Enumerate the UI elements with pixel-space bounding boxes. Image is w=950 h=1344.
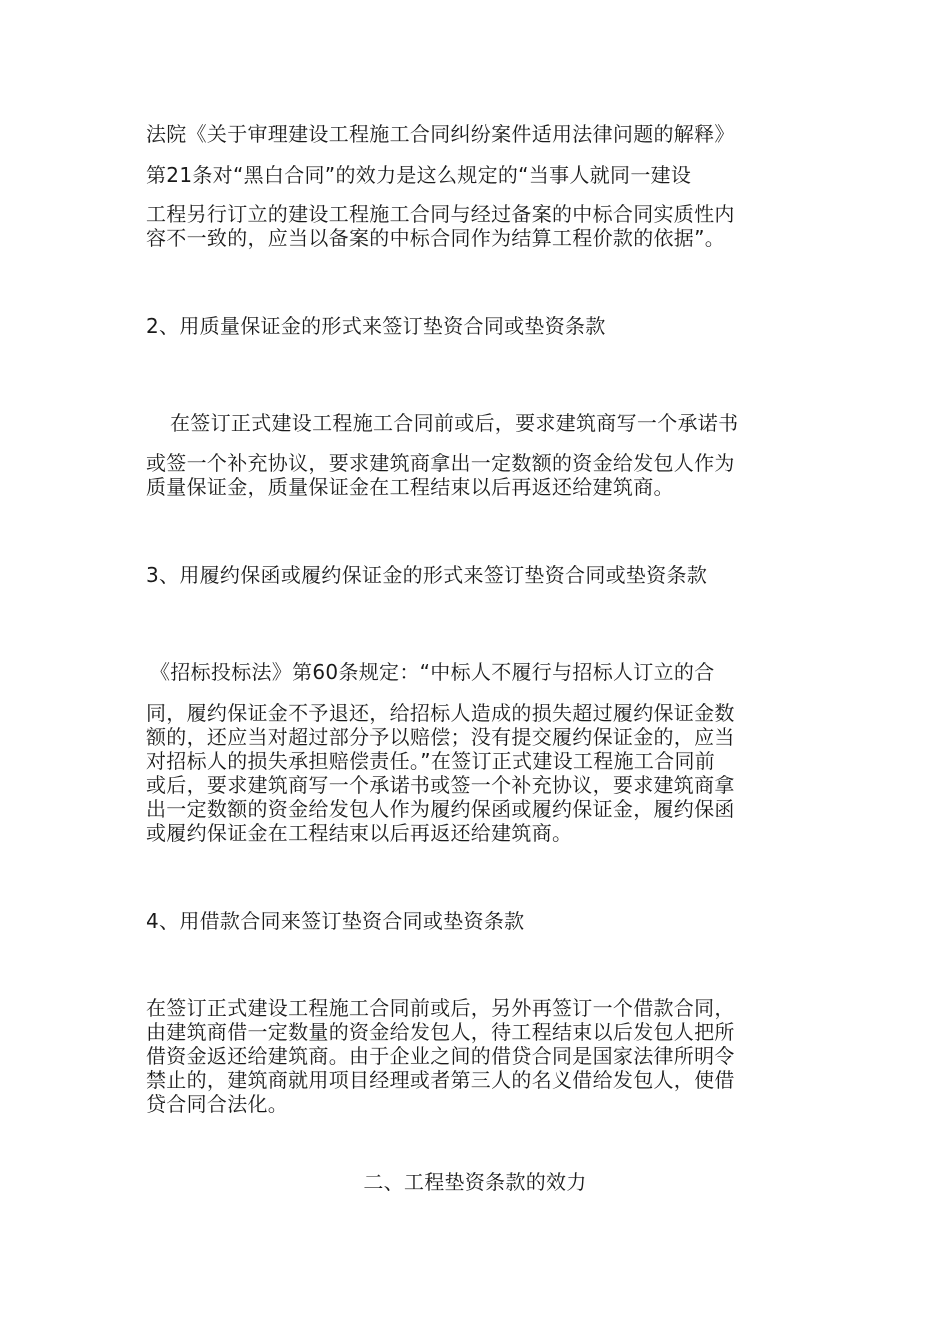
text-line: 法院《关于审理建设工程施工合同纠纷案件适用法律问题的解释》 [146, 122, 735, 146]
text-line: 容不一致的，应当以备案的中标合同作为结算工程价款的依据”。 [146, 226, 726, 250]
text-line: 由建筑商借一定数量的资金给发包人，待工程结束以后发包人把所 [146, 1020, 735, 1044]
text-line: 第21条对“黑白合同”的效力是这么规定的“当事人就同一建设 [146, 163, 692, 187]
text-line: 在签订正式建设工程施工合同前或后，要求建筑商写一个承诺书 [170, 411, 739, 435]
text-line: 或履约保证金在工程结束以后再返还给建筑商。 [146, 821, 573, 845]
text-line: 《招标投标法》第60条规定：“中标人不履行与招标人订立的合 [150, 660, 715, 684]
text-line: 在签订正式建设工程施工合同前或后，另外再签订一个借款合同， [146, 996, 735, 1020]
text-line: 工程另行订立的建设工程施工合同与经过备案的中标合同实质性内 [146, 202, 735, 226]
text-line: 额的，还应当对超过部分予以赔偿；没有提交履约保证金的，应当 [146, 725, 735, 749]
heading-performance-bond: 3、用履约保函或履约保证金的形式来签订垫资合同或垫资条款 [146, 563, 708, 587]
text-line: 质量保证金，质量保证金在工程结束以后再返还给建筑商。 [146, 475, 674, 499]
text-line: 或签一个补充协议，要求建筑商拿出一定数额的资金给发包人作为 [146, 451, 735, 475]
heading-quality-deposit: 2、用质量保证金的形式来签订垫资合同或垫资条款 [146, 314, 606, 338]
text-line: 借资金返还给建筑商。由于企业之间的借贷合同是国家法律所明令 [146, 1044, 735, 1068]
section-title: 二、工程垫资条款的效力 [363, 1170, 587, 1194]
heading-loan-contract: 4、用借款合同来签订垫资合同或垫资条款 [146, 909, 525, 933]
text-line: 对招标人的损失承担赔偿责任。”在签订正式建设工程施工合同前 [146, 749, 716, 773]
text-line: 同，履约保证金不予退还，给招标人造成的损失超过履约保证金数 [146, 701, 735, 725]
text-line: 或后，要求建筑商写一个承诺书或签一个补充协议，要求建筑商拿 [146, 773, 735, 797]
text-line: 出一定数额的资金给发包人作为履约保函或履约保证金，履约保函 [146, 797, 735, 821]
text-line: 禁止的，建筑商就用项目经理或者第三人的名义借给发包人，使借 [146, 1068, 735, 1092]
text-line: 贷合同合法化。 [146, 1092, 289, 1116]
